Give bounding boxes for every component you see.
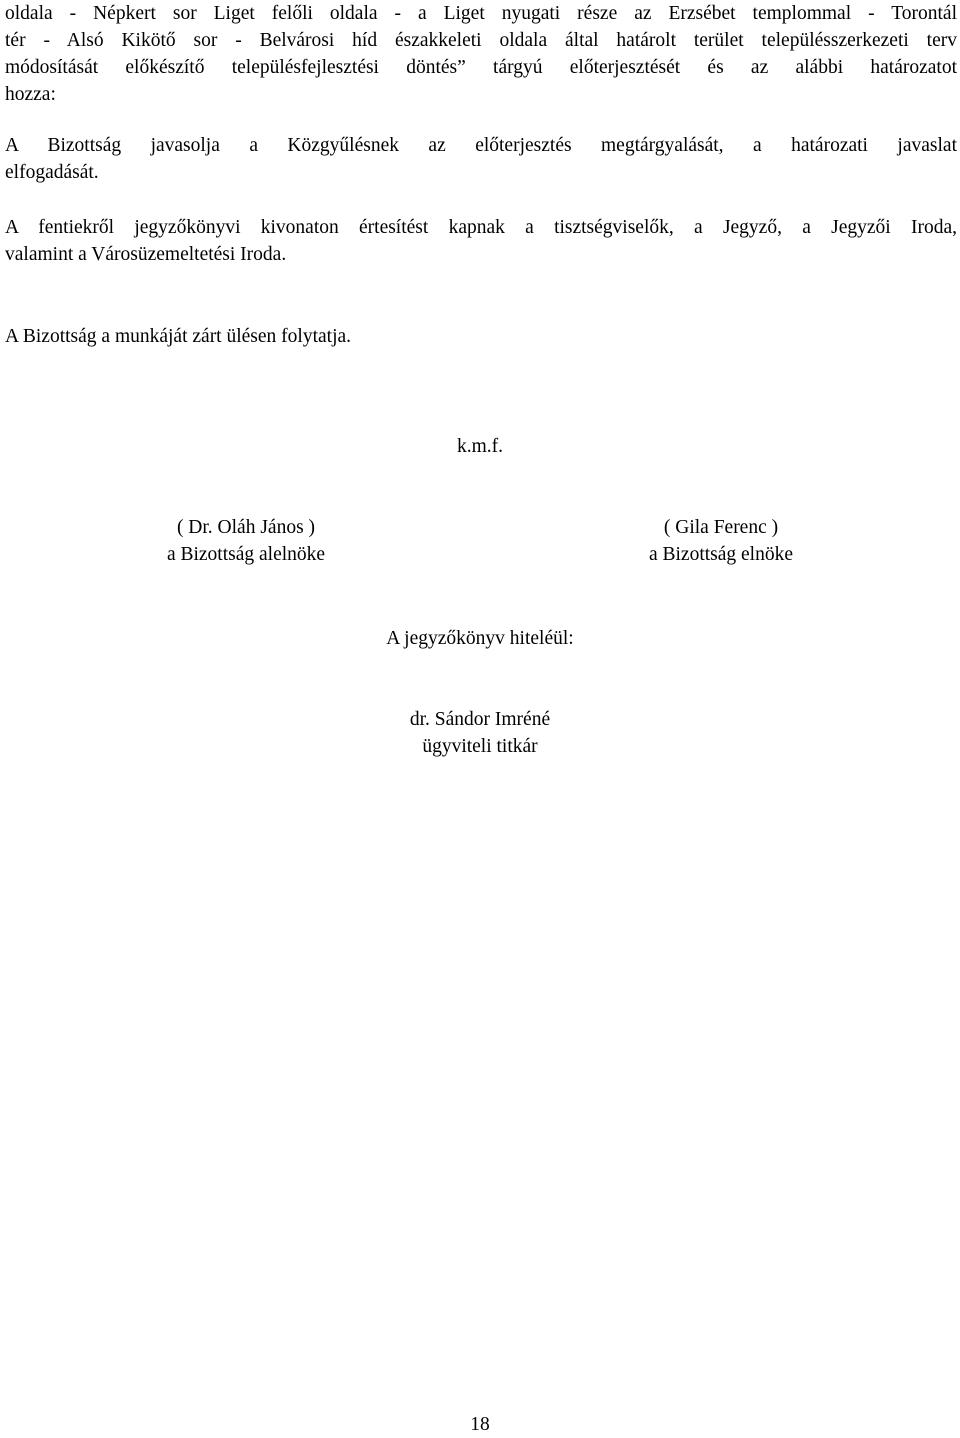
kmf-label: k.m.f. xyxy=(456,436,504,457)
text-line: A Bizottság javasolja a Közgyűlésnek az előterjesztés megtárgyalását, a határozati javaslat xyxy=(5,135,957,156)
signatory-title: a Bizottság elnöke xyxy=(648,544,794,565)
text-line: módosítását előkészítő településfejlesztési döntés” tárgyú előterjesztését és az alábbi határozatot xyxy=(5,57,957,78)
text-line: valamint a Városüzemeltetési Iroda. xyxy=(5,244,287,265)
signatory-name: ( Gila Ferenc ) xyxy=(663,517,779,538)
text-line: elfogadását. xyxy=(5,162,99,183)
authentication-label: A jegyzőkönyv hiteléül: xyxy=(386,628,574,649)
text-line: A Bizottság a munkáját zárt ülésen folytatja. xyxy=(5,326,352,347)
text-line: A fentiekről jegyzőkönyvi kivonaton értesítést kapnak a tisztségviselők, a Jegyző, a Jegyzői Iroda, xyxy=(5,217,957,238)
paragraph-decision-context xyxy=(5,0,957,108)
paragraph-notification xyxy=(5,214,957,268)
signature-block-vice-chair xyxy=(100,514,392,568)
signature-block-chair xyxy=(575,514,867,568)
text-line: hozza: xyxy=(5,84,56,105)
paragraph-closed-session xyxy=(5,323,957,350)
paragraph-recommendation xyxy=(5,132,957,186)
clerk-signature-block xyxy=(0,706,960,760)
signatory-title: a Bizottság alelnöke xyxy=(166,544,326,565)
signatory-name: ( Dr. Oláh János ) xyxy=(176,517,316,538)
clerk-title: ügyviteli titkár xyxy=(422,736,538,757)
text-line: tér - Alsó Kikötő sor - Belvárosi híd északkeleti oldala által határolt terület településszerkezeti terv xyxy=(5,30,957,51)
text-line: oldala - Népkert sor Liget felőli oldala - a Liget nyugati része az Erzsébet templommal - Torontál xyxy=(5,3,957,24)
page-number: 18 xyxy=(470,1414,490,1435)
clerk-name: dr. Sándor Imréné xyxy=(409,709,551,730)
